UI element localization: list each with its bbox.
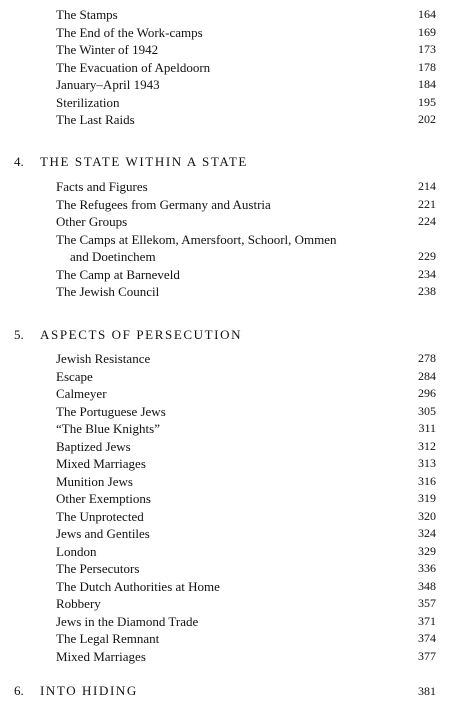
toc-entry-title: Munition Jews bbox=[56, 473, 133, 489]
toc-entry-title: Baptized Jews bbox=[56, 438, 131, 454]
toc-entry bbox=[56, 59, 436, 76]
toc-entry-title: Calmeyer bbox=[56, 386, 107, 401]
toc-entry bbox=[56, 543, 436, 560]
toc-entry bbox=[56, 648, 436, 665]
chapter-page: 381 bbox=[418, 684, 436, 698]
toc-entry bbox=[56, 508, 436, 525]
toc-entry-page: 278 bbox=[418, 351, 436, 365]
toc-entry-title: The Camp at Barneveld bbox=[56, 266, 180, 282]
toc-entry bbox=[56, 41, 436, 58]
toc-entry-title: The Camps at Ellekom, Amersfoort, Schoorl, Ommen bbox=[56, 231, 337, 247]
toc-entry-title: and Doetinchem bbox=[70, 249, 156, 264]
toc-entry-page: 169 bbox=[418, 24, 436, 39]
toc-entry-page: 313 bbox=[418, 456, 436, 470]
toc-entry-page: 202 bbox=[418, 112, 436, 126]
toc-entry-title: January–April 1943 bbox=[56, 77, 160, 92]
toc-entry bbox=[56, 76, 436, 93]
toc-entry bbox=[56, 385, 436, 402]
toc-entry-title: Other Exemptions bbox=[56, 491, 151, 506]
toc-entry bbox=[56, 403, 436, 420]
toc-entry bbox=[56, 490, 436, 507]
toc-entry-page: 234 bbox=[418, 266, 436, 281]
chapter-number: 6. bbox=[14, 683, 24, 698]
toc-entry bbox=[56, 350, 436, 367]
toc-entry-title: The Dutch Authorities at Home bbox=[56, 578, 220, 594]
toc-entry-page: 238 bbox=[418, 284, 436, 298]
toc-entry-title: London bbox=[56, 543, 97, 559]
toc-entry-page: 221 bbox=[418, 196, 436, 211]
toc-entry bbox=[56, 94, 436, 111]
toc-entry-page: 324 bbox=[418, 526, 436, 540]
toc-entry-page: 319 bbox=[418, 491, 436, 505]
toc-entry-page: 336 bbox=[418, 561, 436, 575]
toc-entry-title: The End of the Work-camps bbox=[56, 24, 203, 40]
chapter-title: THE STATE WITHIN A STATE bbox=[40, 154, 248, 169]
toc-entry-page: 164 bbox=[418, 7, 436, 21]
toc-entry bbox=[56, 473, 436, 490]
toc-entry bbox=[56, 111, 436, 128]
toc-entry bbox=[56, 24, 436, 41]
toc-entry bbox=[56, 196, 436, 213]
toc-entry bbox=[56, 231, 436, 248]
toc-entry-page: 195 bbox=[418, 94, 436, 109]
toc-entry-title: The Legal Remnant bbox=[56, 631, 160, 646]
toc-entry-page: 214 bbox=[418, 179, 436, 193]
toc-entry-page: 311 bbox=[418, 421, 436, 435]
toc-entry bbox=[56, 455, 436, 472]
toc-entry-title: Escape bbox=[56, 368, 93, 384]
toc-entry bbox=[56, 630, 436, 647]
toc-entry-title: Jewish Resistance bbox=[56, 351, 151, 366]
toc-entry-page: 320 bbox=[418, 508, 436, 523]
toc-entry-title: Mixed Marriages bbox=[56, 456, 146, 471]
toc-entry-page: 329 bbox=[418, 543, 436, 558]
toc-entry bbox=[56, 420, 436, 437]
toc-entry-page: 312 bbox=[418, 438, 436, 453]
toc-entry-title: The Refugees from Germany and Austria bbox=[56, 196, 271, 212]
toc-entry bbox=[56, 560, 436, 577]
toc-entry-page: 173 bbox=[418, 42, 436, 56]
toc-entry-page: 284 bbox=[418, 368, 436, 383]
toc-entry-title: Sterilization bbox=[56, 94, 120, 110]
toc-entry bbox=[56, 213, 436, 230]
toc-entry-page: 374 bbox=[418, 631, 436, 645]
toc-entry bbox=[56, 368, 436, 385]
toc-entry-page: 184 bbox=[418, 77, 436, 91]
toc-entry-title: The Evacuation of Apeldoorn bbox=[56, 59, 211, 75]
toc-entry bbox=[56, 248, 436, 265]
toc-entry-title: “The Blue Knights” bbox=[56, 421, 160, 436]
toc-entry-title: Jews and Gentiles bbox=[56, 526, 150, 541]
toc-entry-page: 305 bbox=[418, 403, 436, 418]
toc-entry-title: The Jewish Council bbox=[56, 284, 160, 299]
toc-entry-title: The Stamps bbox=[56, 7, 118, 22]
toc-entry bbox=[56, 6, 436, 23]
toc-entry-title: The Portuguese Jews bbox=[56, 403, 166, 419]
toc-entry-page: 229 bbox=[418, 249, 436, 263]
toc-entry-title: The Last Raids bbox=[56, 112, 135, 127]
toc-entry-title: Other Groups bbox=[56, 214, 128, 229]
toc-entry bbox=[56, 283, 436, 300]
toc-entry-title: Jews in the Diamond Trade bbox=[56, 613, 199, 629]
toc-entry bbox=[56, 178, 436, 195]
toc-entry-page: 178 bbox=[418, 59, 436, 74]
toc-entry-page: 371 bbox=[418, 613, 436, 628]
toc-entry-title: Mixed Marriages bbox=[56, 648, 146, 664]
toc-entry bbox=[56, 595, 436, 612]
toc-entry-page: 357 bbox=[418, 596, 436, 610]
toc-entry-page: 348 bbox=[418, 578, 436, 593]
toc-entry bbox=[56, 266, 436, 283]
toc-entry-title: Robbery bbox=[56, 596, 101, 611]
toc-entry bbox=[56, 438, 436, 455]
toc-entry-title: Facts and Figures bbox=[56, 179, 148, 194]
toc-entry-title: The Persecutors bbox=[56, 561, 140, 576]
toc-entry-page: 296 bbox=[418, 386, 436, 400]
chapter-heading bbox=[14, 153, 436, 171]
toc-entry-title: The Unprotected bbox=[56, 508, 144, 524]
chapter-title: INTO HIDING bbox=[40, 683, 138, 698]
toc-entry bbox=[56, 578, 436, 595]
chapter-title: ASPECTS OF PERSECUTION bbox=[40, 327, 243, 342]
toc-entry bbox=[56, 525, 436, 542]
toc-entry-page: 316 bbox=[418, 473, 436, 488]
toc-entry-page: 224 bbox=[418, 214, 436, 228]
chapter-heading bbox=[14, 682, 436, 700]
toc-entry-page: 377 bbox=[418, 648, 436, 663]
chapter-number: 5. bbox=[14, 327, 24, 342]
toc-entry bbox=[56, 613, 436, 630]
toc-entry-title: The Winter of 1942 bbox=[56, 42, 159, 57]
chapter-number: 4. bbox=[14, 154, 24, 169]
chapter-heading bbox=[14, 326, 436, 344]
